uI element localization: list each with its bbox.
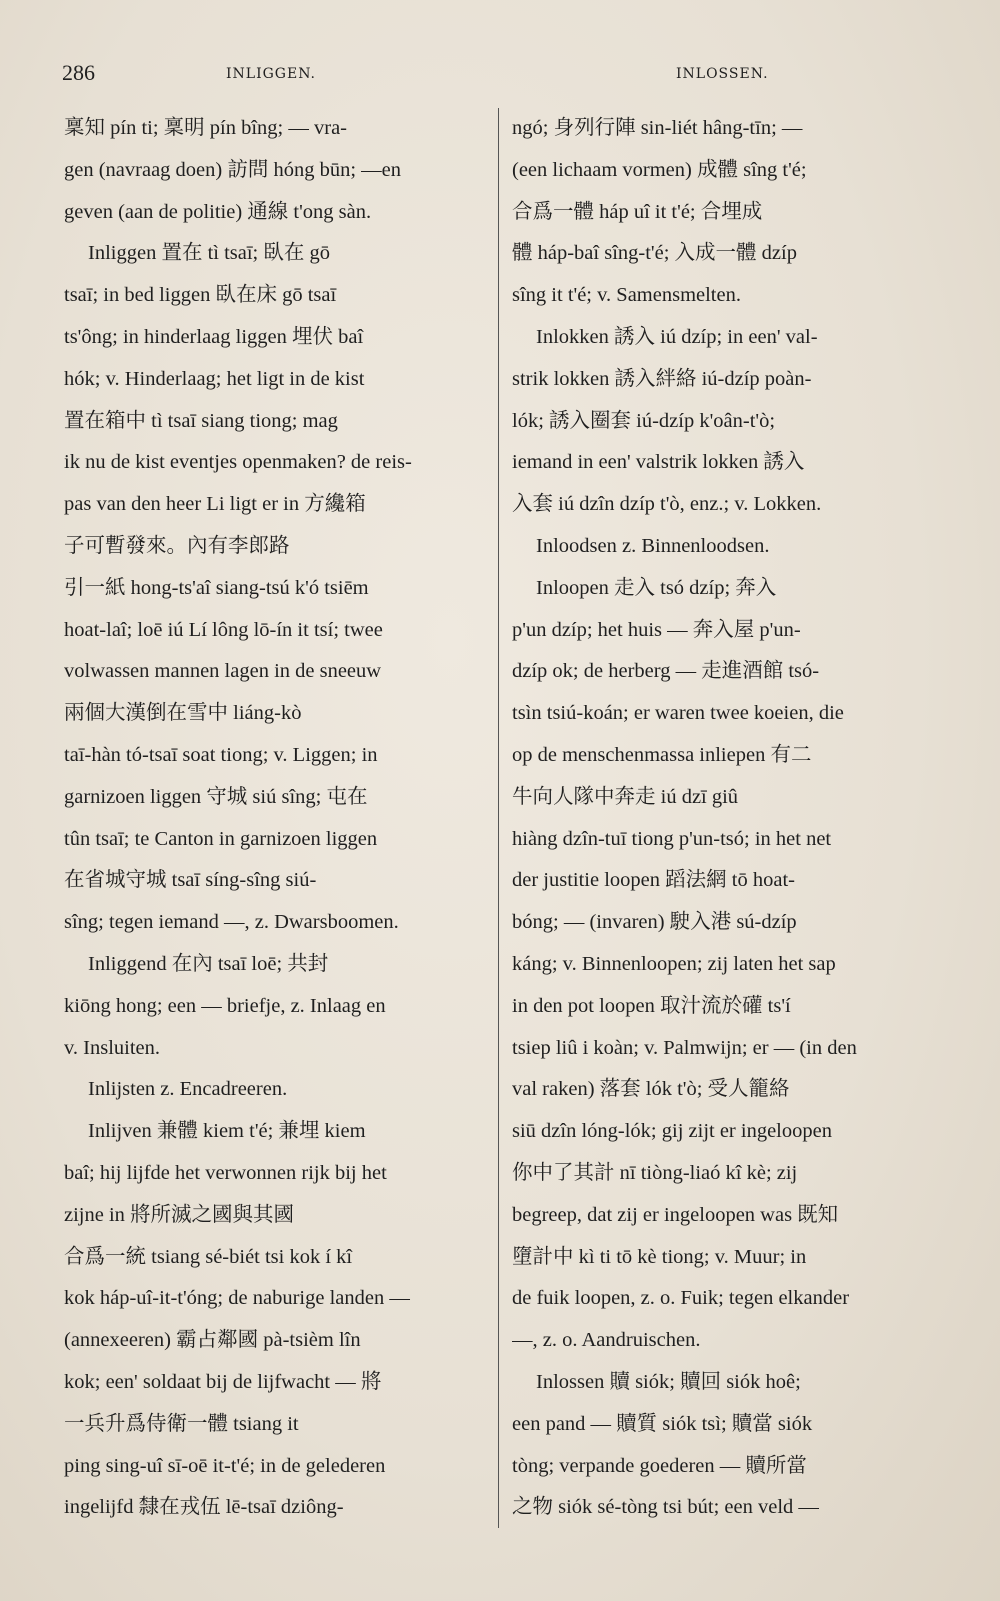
text-line: ik nu de kist eventjes openmaken? de reis- <box>64 451 412 474</box>
text-line: ping sing-uî sī-oē it-t'é; in de gelederen <box>64 1454 386 1477</box>
text-line: 合爲一體 háp uî it t'é; 合埋成 <box>512 200 763 223</box>
text-line: bóng; — (invaren) 駛入港 sú-dzíp <box>512 911 797 934</box>
text-line: kok háp-uî-it-t'óng; de naburige landen — <box>64 1287 410 1310</box>
text-line: p'un dzíp; het huis — 奔入屋 p'un- <box>512 618 801 641</box>
text-line: tòng; verpande goederen — 贖所當 <box>512 1454 807 1477</box>
column-divider <box>498 108 499 1528</box>
text-line: 墮計中 kì ti tō kè tiong; v. Muur; in <box>512 1245 807 1268</box>
text-line: kok; een' soldaat bij de lijfwacht — 將 <box>64 1370 382 1393</box>
text-line: hiàng dzîn-tuī tiong p'un-tsó; in het net <box>512 827 832 850</box>
text-line: (annexeeren) 霸占鄰國 pà-tsièm lîn <box>64 1329 361 1352</box>
text-line: 子可暫發來。內有李郎路 <box>64 534 290 557</box>
text-line: Inliggen 置在 tì tsaī; 臥在 gō <box>88 242 330 265</box>
text-line: volwassen mannen lagen in de sneeuw <box>64 660 382 683</box>
text-line: taī-hàn tó-tsaī soat tiong; v. Liggen; in <box>64 743 378 766</box>
running-head-right: INLOSSEN. <box>676 66 769 82</box>
text-line: strik lokken 誘入絆絡 iú-dzíp poàn- <box>512 367 812 390</box>
text-line: ts'ông; in hinderlaag liggen 埋伏 baî <box>64 325 364 348</box>
text-line: Inlijsten z. Encadreeren. <box>88 1078 288 1101</box>
text-line: dzíp ok; de herberg — 走進酒館 tsó- <box>512 660 820 683</box>
right-column <box>512 108 940 1529</box>
text-line: Inloodsen z. Binnenloodsen. <box>536 534 770 557</box>
text-line: (een lichaam vormen) 成體 sîng t'é; <box>512 158 807 181</box>
text-line: 體 háp-baî sîng-t'é; 入成一體 dzíp <box>512 242 797 265</box>
text-line: 置在箱中 tì tsaī siang tiong; mag <box>64 409 338 432</box>
text-line: 在省城守城 tsaī síng-sîng siú- <box>64 869 317 892</box>
text-line: 入套 iú dzîn dzíp t'ò, enz.; v. Lokken. <box>512 493 822 516</box>
text-line: v. Insluiten. <box>64 1036 161 1059</box>
text-line: Inlijven 兼體 kiem t'é; 兼埋 kiem <box>88 1120 366 1143</box>
page-number: 286 <box>62 60 95 85</box>
text-line: ingelijfd 隸在戎伍 lē-tsaī dziông- <box>64 1496 344 1519</box>
text-line: lók; 誘入圈套 iú-dzíp k'oân-t'ò; <box>512 409 776 432</box>
text-line: 之物 siók sé-tòng tsi bút; een veld — <box>512 1496 819 1519</box>
text-line: de fuik loopen, z. o. Fuik; tegen elkander <box>512 1287 850 1310</box>
text-line: tsìn tsiú-koán; er waren twee koeien, die <box>512 702 844 725</box>
text-line: sîng; tegen iemand —, z. Dwarsboomen. <box>64 911 399 934</box>
text-line: 一兵升爲侍衛一體 tsiang it <box>64 1412 299 1435</box>
text-line: garnizoen liggen 守城 siú sîng; 屯在 <box>64 785 368 808</box>
text-line: 稟知 pín ti; 稟明 pín bîng; — vra- <box>64 117 347 139</box>
running-head-left: INLIGGEN. <box>226 66 316 82</box>
text-line: Inloopen 走入 tsó dzíp; 奔入 <box>536 576 777 599</box>
text-line: val raken) 落套 lók t'ò; 受人籠絡 <box>512 1078 790 1101</box>
text-line: baî; hij lijfde het verwonnen rijk bij het <box>64 1161 387 1184</box>
text-line: hoat-laî; loē iú Lí lông lō-ín it tsí; twee <box>64 618 383 641</box>
text-line: káng; v. Binnenloopen; zij laten het sap <box>512 952 836 975</box>
text-line: —, z. o. Aandruischen. <box>512 1329 701 1352</box>
text-line: gen (navraag doen) 訪問 hóng būn; —en <box>64 158 402 181</box>
text-line: siū dzîn lóng-lók; gij zijt er ingeloopen <box>512 1120 832 1143</box>
text-line: der justitie loopen 蹈法網 tō hoat- <box>512 869 795 892</box>
text-line: 兩個大漢倒在雪中 liáng-kò <box>64 702 302 725</box>
text-line: Inlossen 贖 siók; 贖回 siók hoê; <box>536 1370 801 1393</box>
text-line: sîng it t'é; v. Samensmelten. <box>512 284 741 307</box>
text-line: zijne in 將所滅之國與其國 <box>64 1203 295 1226</box>
text-line: begreep, dat zij er ingeloopen was 既知 <box>512 1203 839 1226</box>
text-line: 你中了其計 nī tiòng-liaó kî kè; zij <box>512 1161 798 1184</box>
text-line: Inlokken 誘入 iú dzíp; in een' val- <box>536 325 818 348</box>
left-column <box>64 108 486 1529</box>
text-line: een pand — 贖質 siók tsì; 贖當 siók <box>512 1412 813 1435</box>
text-line: tûn tsaī; te Canton in garnizoen liggen <box>64 827 378 850</box>
text-line: ngó; 身列行陣 sin-liét hâng-tīn; — <box>512 117 803 139</box>
text-line: 合爲一統 tsiang sé-biét tsi kok í kî <box>64 1245 353 1268</box>
text-line: Inliggend 在內 tsaī loē; 共封 <box>88 952 329 975</box>
text-line: 引一紙 hong-ts'aî siang-tsú k'ó tsiēm <box>64 576 369 599</box>
text-line: geven (aan de politie) 通線 t'ong sàn. <box>64 200 372 223</box>
text-line: pas van den heer Li ligt er in 方纔箱 <box>64 493 366 516</box>
text-line: tsaī; in bed liggen 臥在床 gō tsaī <box>64 284 337 307</box>
text-line: hók; v. Hinderlaag; het ligt in de kist <box>64 367 365 390</box>
text-line: op de menschenmassa inliepen 有二 <box>512 743 812 766</box>
text-line: tsiep liû i koàn; v. Palmwijn; er — (in den <box>512 1036 857 1059</box>
text-line: kiōng hong; een — briefje, z. Inlaag en <box>64 994 386 1017</box>
text-line: in den pot loopen 取汁流於礶 ts'í <box>512 994 791 1017</box>
text-line: iemand in een' valstrik lokken 誘入 <box>512 451 805 474</box>
text-line: 牛向人隊中奔走 iú dzī giû <box>512 785 739 808</box>
